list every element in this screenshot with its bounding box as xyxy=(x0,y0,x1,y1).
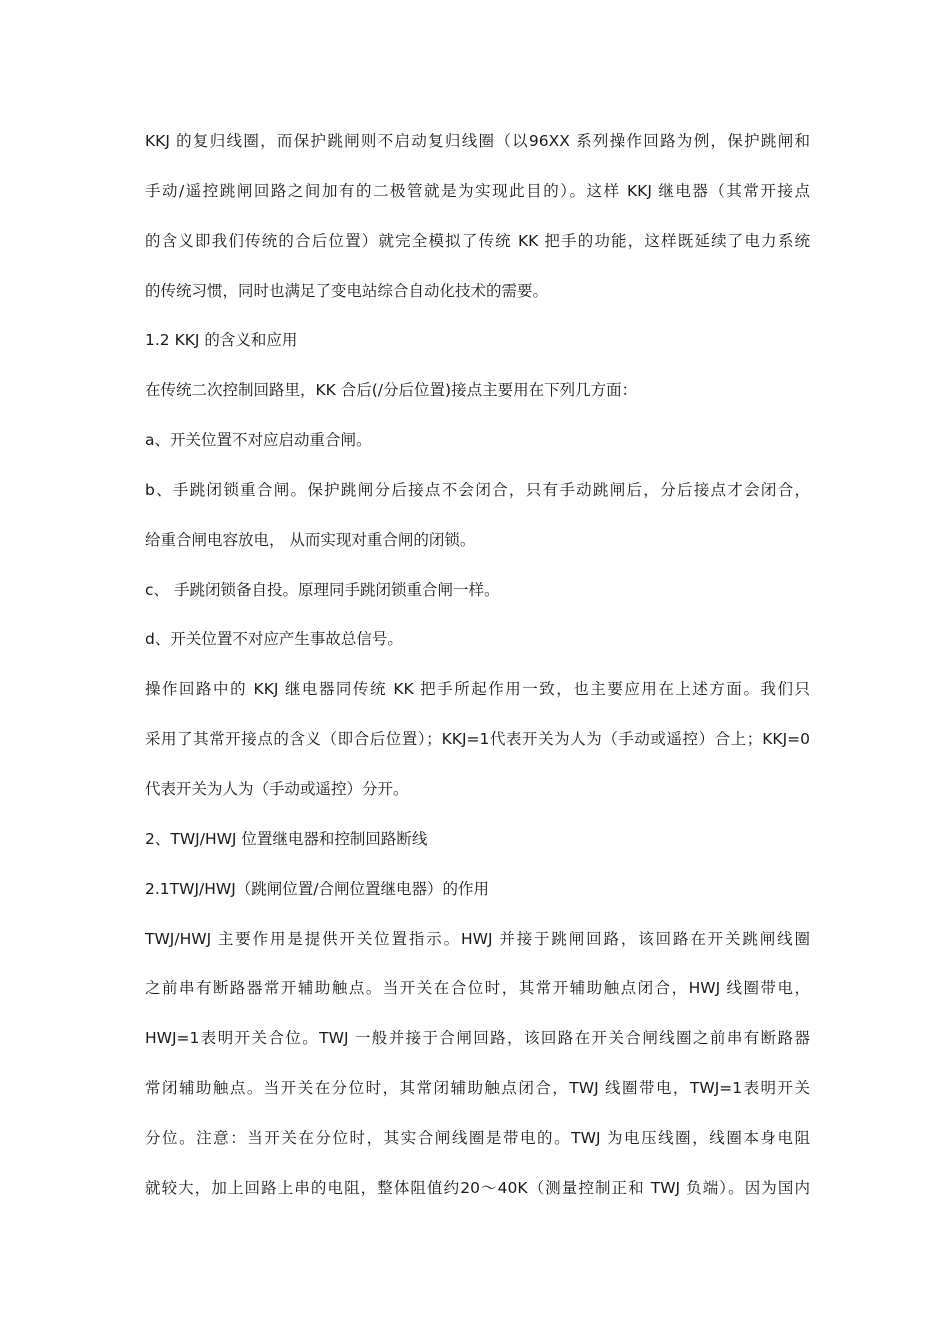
text-line: KKJ 的复归线圈，而保护跳闸则不启动复归线圈（以96XX 系列操作回路为例，保护跳闸和 xyxy=(145,132,810,150)
list-item: c、 手跳闭锁备自投。原理同手跳闭锁重合闸一样。 xyxy=(145,581,500,599)
text-line: TWJ/HWJ 主要作用是提供开关位置指示。HWJ 并接于跳闸回路，该回路在开关跳闸线圈 xyxy=(145,930,810,948)
text-line: 给重合闸电容放电， 从而实现对重合闸的闭锁。 xyxy=(145,531,476,549)
text-line: 分位。注意：当开关在分位时，其实合闸线圈是带电的。TWJ 为电压线圈，线圈本身电阻 xyxy=(145,1129,810,1147)
text-line: 就较大，加上回路上串的电阻，整体阻值约20～40K（测量控制正和 TWJ 负端）。因为国内 xyxy=(145,1179,810,1197)
text-line: 操作回路中的 KKJ 继电器同传统 KK 把手所起作用一致，也主要应用在上述方面。我们只 xyxy=(145,680,810,698)
text-line: 常闭辅助触点。当开关在分位时，其常闭辅助触点闭合，TWJ 线圈带电，TWJ=1表明开关 xyxy=(145,1079,810,1097)
text-line: 手动/遥控跳闸回路之间加有的二极管就是为实现此目的）。这样 KKJ 继电器（其常开接点 xyxy=(145,182,810,200)
text-line: 采用了其常开接点的含义（即合后位置）；KKJ=1代表开关为人为（手动或遥控）合上；KKJ=0 xyxy=(145,730,810,748)
list-item: b、手跳闭锁重合闸。保护跳闸分后接点不会闭合，只有手动跳闸后，分后接点才会闭合， xyxy=(145,481,810,499)
text-line: HWJ=1表明开关合位。TWJ 一般并接于合闸回路，该回路在开关合闸线圈之前串有断路器 xyxy=(145,1029,810,1047)
list-item: d、开关位置不对应产生事故总信号。 xyxy=(145,630,403,648)
text-line: 代表开关为人为（手动或遥控）分开。 xyxy=(145,780,409,798)
section-heading: 2.1TWJ/HWJ（跳闸位置/合闸位置继电器）的作用 xyxy=(145,880,490,898)
section-heading: 1.2 KKJ 的含义和应用 xyxy=(145,331,298,349)
section-heading: 2、TWJ/HWJ 位置继电器和控制回路断线 xyxy=(145,830,428,848)
text-line: 的传统习惯，同时也满足了变电站综合自动化技术的需要。 xyxy=(145,282,549,300)
text-line: 之前串有断路器常开辅助触点。当开关在合位时，其常开辅助触点闭合，HWJ 线圈带电， xyxy=(145,979,810,997)
text-line: 的含义即我们传统的合后位置）就完全模拟了传统 KK 把手的功能，这样既延续了电力系统 xyxy=(145,232,810,250)
text-line: 在传统二次控制回路里，KK 合后(/分后位置)接点主要用在下列几方面： xyxy=(145,381,638,399)
list-item: a、开关位置不对应启动重合闸。 xyxy=(145,431,372,449)
